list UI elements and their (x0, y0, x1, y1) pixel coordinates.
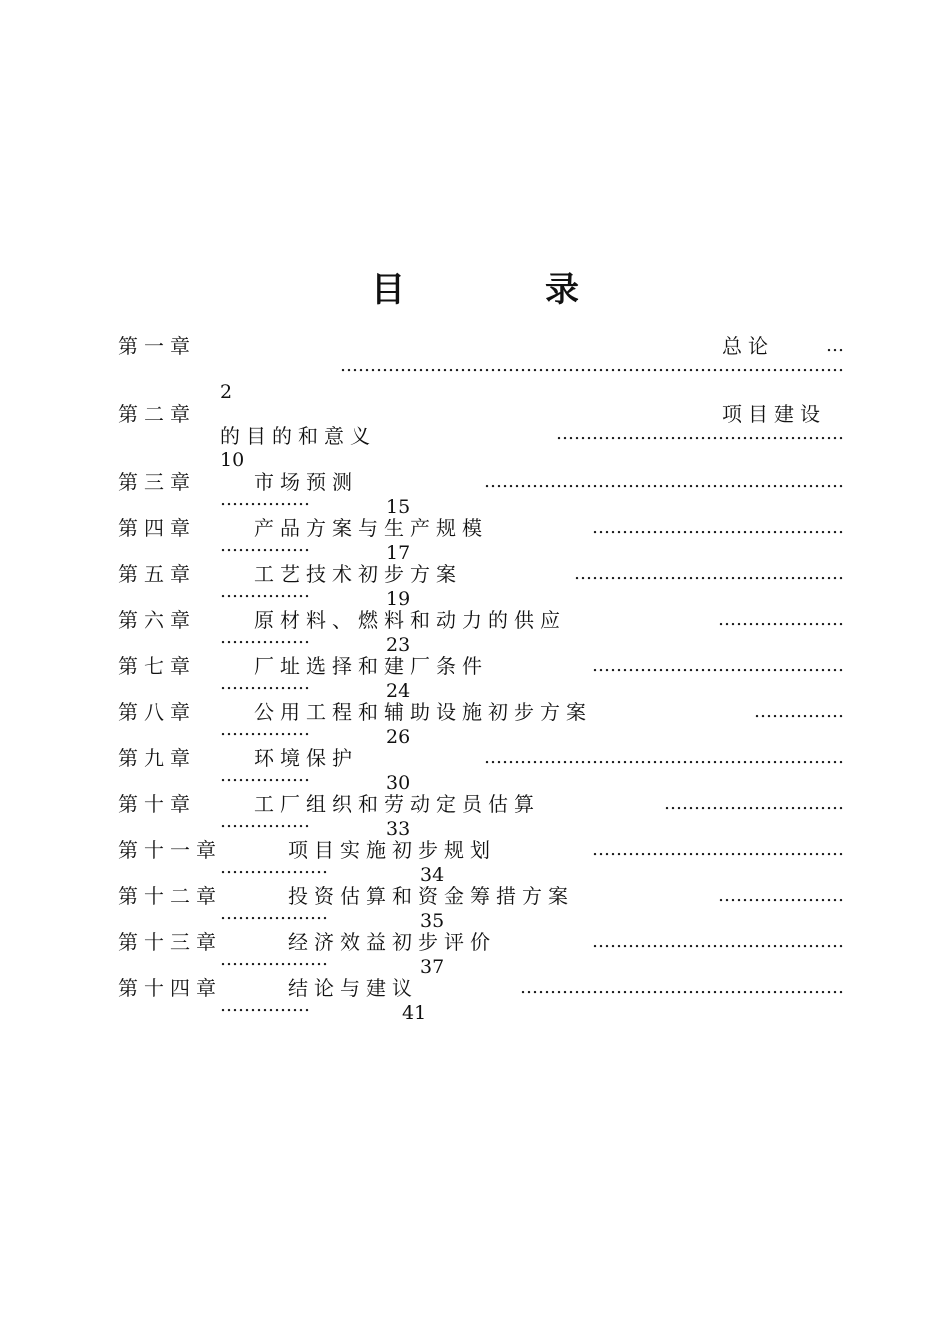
leader-dots: …………………………………… (592, 839, 844, 860)
leader-dots: …………… (220, 581, 310, 602)
leader-dots: …………… (220, 673, 310, 694)
chapter-number: 第三章 (118, 470, 196, 494)
page-number: 19 (386, 588, 411, 610)
page-number: 2 (220, 381, 233, 403)
chapter-number: 第五章 (118, 562, 196, 586)
chapter-title: 经济效益初步评价 (288, 930, 496, 954)
leader-dots: ………………………………………………………………………… (340, 355, 844, 376)
page-number: 23 (386, 634, 411, 656)
page-number: 24 (386, 680, 411, 702)
toc-title-char-1: 目 (371, 270, 405, 310)
chapter-number: 第九章 (118, 746, 196, 770)
leader-dots: ……………… (220, 857, 328, 878)
leader-dots: … (826, 335, 844, 356)
chapter-title: 市场预测 (254, 470, 358, 494)
page-number: 34 (420, 864, 445, 886)
chapter-number: 第二章 (118, 402, 196, 426)
chapter-number: 第十四章 (118, 976, 222, 1000)
leader-dots: …………… (220, 765, 310, 786)
leader-dots: ………………………………………… (556, 423, 844, 444)
chapter-number: 第七章 (118, 654, 196, 678)
chapter-title: 项目实施初步规划 (288, 838, 496, 862)
page-number: 37 (420, 956, 445, 978)
leader-dots: ………………………… (664, 793, 844, 814)
leader-dots: …………………………………… (592, 655, 844, 676)
leader-dots: ………………… (718, 885, 844, 906)
chapter-number: 第十一章 (118, 838, 222, 862)
page-number: 26 (386, 726, 411, 748)
chapter-title: 产品方案与生产规模 (254, 516, 488, 540)
chapter-title: 总论 (722, 334, 774, 358)
toc-title (0, 268, 950, 312)
page-number: 17 (386, 542, 411, 564)
leader-dots: …………… (220, 995, 310, 1016)
leader-dots: …………… (220, 535, 310, 556)
leader-dots: ……………… (220, 903, 328, 924)
chapter-title: 公用工程和辅助设施初步方案 (254, 700, 592, 724)
chapter-number: 第六章 (118, 608, 196, 632)
chapter-title: 环境保护 (254, 746, 358, 770)
toc-title-char-2: 录 (545, 270, 579, 310)
chapter-title-line-1: 项目建设 (722, 402, 826, 426)
chapter-title-line-2: 的目的和意义 (220, 424, 376, 448)
page-number: 30 (386, 772, 411, 794)
chapter-title: 投资估算和资金筹措方案 (288, 884, 574, 908)
page-number: 35 (420, 910, 445, 932)
chapter-number: 第十章 (118, 792, 196, 816)
page-number: 15 (386, 496, 411, 518)
page-number: 33 (386, 818, 411, 840)
chapter-number: 第十三章 (118, 930, 222, 954)
leader-dots: ……………………………………………… (520, 977, 844, 998)
chapter-number: 第四章 (118, 516, 196, 540)
leader-dots: …………………………………… (592, 517, 844, 538)
leader-dots: …………… (220, 627, 310, 648)
chapter-title: 厂址选择和建厂条件 (254, 654, 488, 678)
chapter-number: 第八章 (118, 700, 196, 724)
leader-dots: ………………… (718, 609, 844, 630)
leader-dots: …………………………………………………… (484, 747, 844, 768)
leader-dots: ……………… (220, 949, 328, 970)
leader-dots: …………………………………………………… (484, 471, 844, 492)
leader-dots: …………………………………… (592, 931, 844, 952)
leader-dots: …………… (220, 489, 310, 510)
chapter-title: 原材料、燃料和动力的供应 (254, 608, 566, 632)
chapter-number: 第十二章 (118, 884, 222, 908)
chapter-title: 工厂组织和劳动定员估算 (254, 792, 540, 816)
chapter-title: 结论与建议 (288, 976, 418, 1000)
leader-dots: ……………………………………… (574, 563, 844, 584)
leader-dots: …………… (220, 811, 310, 832)
chapter-number: 第一章 (118, 334, 196, 358)
leader-dots: …………… (220, 719, 310, 740)
page-number: 41 (402, 1002, 427, 1024)
leader-dots: …………… (754, 701, 844, 722)
chapter-title: 工艺技术初步方案 (254, 562, 462, 586)
page-number: 10 (220, 449, 245, 471)
